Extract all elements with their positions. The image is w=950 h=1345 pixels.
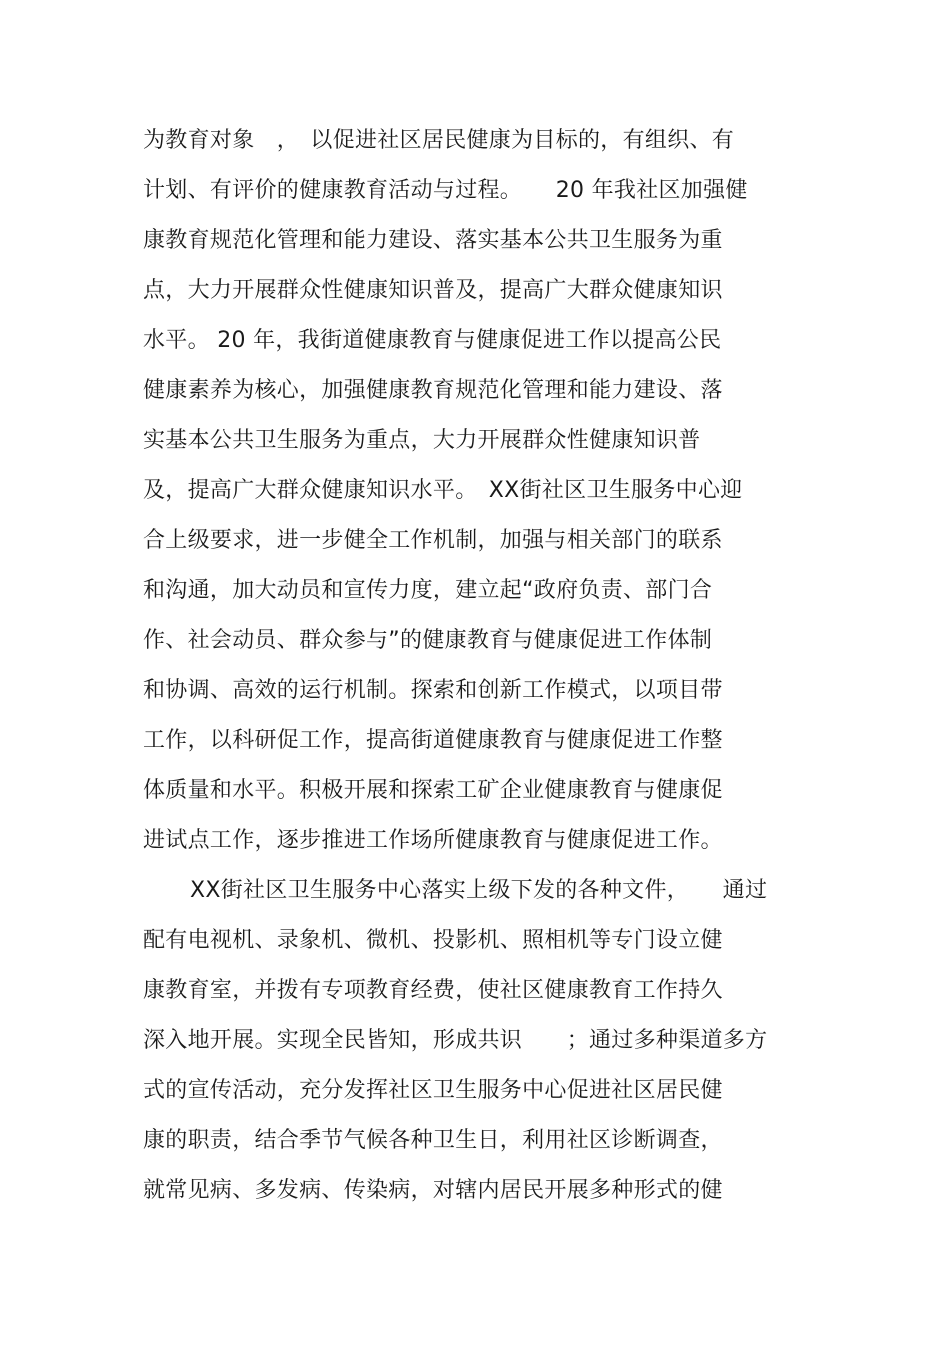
text-line: 工作，以科研促工作，提高街道健康教育与健康促进工作整 bbox=[143, 728, 723, 753]
paragraph-start-line: XX街社区卫生服务中心落实上级下发的各种文件， 通过 bbox=[190, 878, 768, 903]
text-line: 作、社会动员、群众参与”的健康教育与健康促进工作体制 bbox=[143, 628, 713, 653]
text-line: 计划、有评价的健康教育活动与过程。 20 年我社区加强健 bbox=[143, 178, 748, 203]
text-line: 就常见病、多发病、传染病，对辖内居民开展多种形式的健 bbox=[143, 1178, 723, 1203]
text-line: 配有电视机、录象机、微机、投影机、照相机等专门设立健 bbox=[143, 928, 723, 953]
text-line: 康教育规范化管理和能力建设、落实基本公共卫生服务为重 bbox=[143, 228, 723, 253]
text-line: 和沟通，加大动员和宣传力度，建立起“政府负责、部门合 bbox=[143, 578, 713, 603]
text-line: 及，提高广大群众健康知识水平。 XX街社区卫生服务中心迎 bbox=[143, 478, 743, 503]
text-line: 水平。 20 年，我街道健康教育与健康促进工作以提高公民 bbox=[143, 328, 722, 353]
text-line: 和协调、高效的运行机制。探索和创新工作模式，以项目带 bbox=[143, 678, 723, 703]
text-line: 健康素养为核心，加强健康教育规范化管理和能力建设、落 bbox=[143, 378, 723, 403]
text-line: 为教育对象 ， 以促进社区居民健康为目标的，有组织、有 bbox=[143, 128, 735, 153]
text-line: 康教育室，并拨有专项教育经费，使社区健康教育工作持久 bbox=[143, 978, 723, 1003]
text-line: 进试点工作，逐步推进工作场所健康教育与健康促进工作。 bbox=[143, 828, 723, 853]
text-line: 点，大力开展群众性健康知识普及，提高广大群众健康知识 bbox=[143, 278, 723, 303]
text-line: 深入地开展。实现全民皆知，形成共识 ；通过多种渠道多方 bbox=[143, 1028, 768, 1053]
text-line: 合上级要求，进一步健全工作机制，加强与相关部门的联系 bbox=[143, 528, 723, 553]
text-line: 体质量和水平。积极开展和探索工矿企业健康教育与健康促 bbox=[143, 778, 723, 803]
text-line: 实基本公共卫生服务为重点，大力开展群众性健康知识普 bbox=[143, 428, 701, 453]
text-line: 康的职责，结合季节气候各种卫生日，利用社区诊断调查， bbox=[143, 1128, 723, 1153]
text-line: 式的宣传活动，充分发挥社区卫生服务中心促进社区居民健 bbox=[143, 1078, 723, 1103]
